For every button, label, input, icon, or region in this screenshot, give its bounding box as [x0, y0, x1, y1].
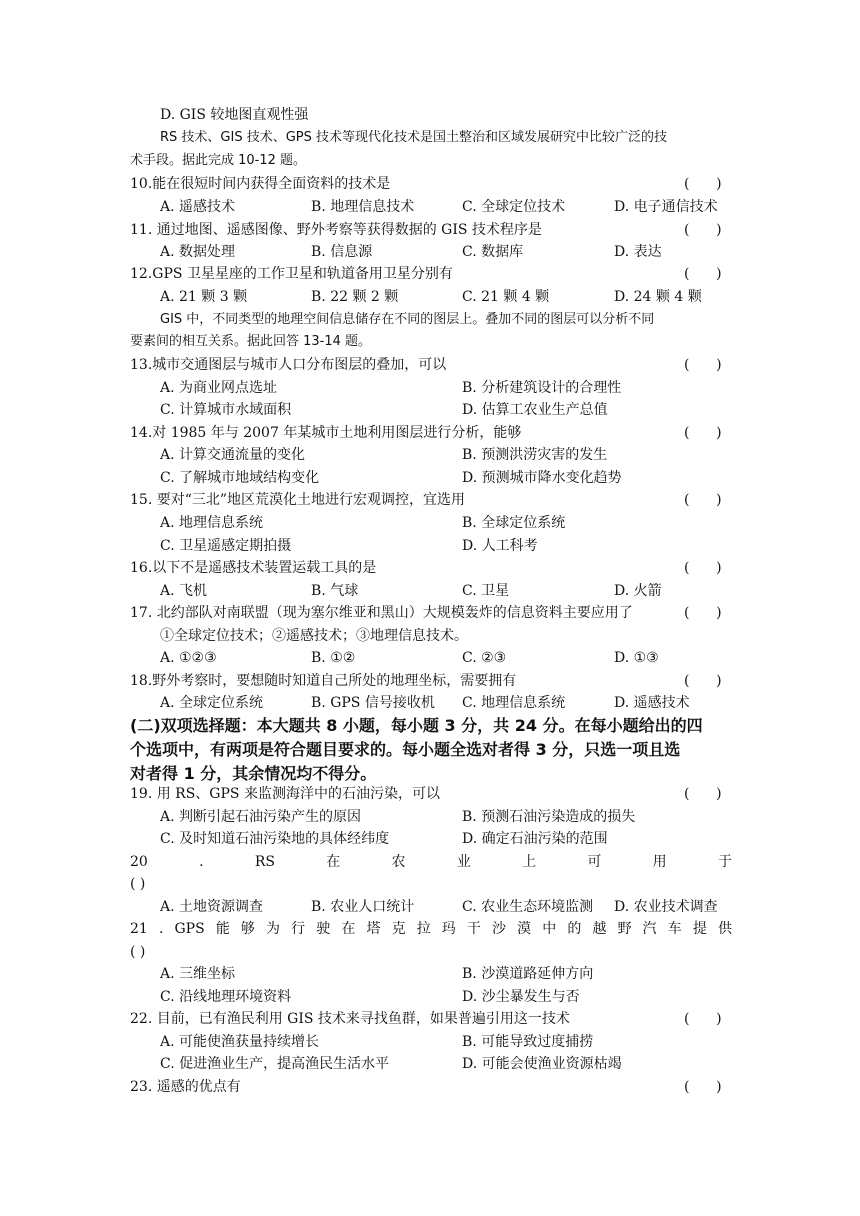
section-heading: (二)双项选择题：本大题共 8 小题，每小题 3 分，共 24 分。在每小题给出的四 [130, 716, 703, 735]
answer-bracket: ( ) [684, 176, 722, 192]
question-21-stem: 21 . GPS 能 够 为 行 驶 在 塔 克 拉 玛 干 沙 漠 中 的 越 野 汽 车 提 供 [130, 921, 732, 937]
section-heading-cont: 个选项中，有两项是符合题目要求的。每小题全选对者得 3 分，只选一项且选 [130, 740, 681, 759]
question-22: 22. 目前，已有渔民利用 GIS 技术来寻找鱼群，如果普遍引用这一技术 ( ) [0, 1008, 860, 1030]
material-intro-13-14-cont: 要素间的相互关系。据此回答 13-14 题。 [130, 334, 372, 349]
question-19-options-ab: A. 判断引起石油污染产生的原因 B. 预测石油污染造成的损失 [160, 809, 636, 825]
question-21-options-cd: C. 沿线地理环境资料 D. 沙尘暴发生与否 [160, 989, 580, 1005]
question-22-options-cd: C. 促进渔业生产，提高渔民生活水平 D. 可能会使渔业资源枯竭 [160, 1056, 622, 1072]
question-14-options-ab: A. 计算交通流量的变化 B. 预测洪涝灾害的发生 [160, 447, 608, 463]
question-23: 23. 遥感的优点有 ( ) [0, 1076, 860, 1098]
answer-bracket: ( ) [684, 605, 722, 621]
question-17: 17. 北约部队对南联盟（现为塞尔维亚和黑山）大规模轰炸的信息资料主要应用了 ( ) [0, 602, 860, 624]
answer-bracket: ( ) [130, 944, 146, 960]
answer-bracket: ( ) [684, 266, 722, 282]
question-20 [0, 851, 860, 873]
question-18-options: A. 全球定位系统 B. GPS 信号接收机 C. 地理信息系统 D. 遥感技术 [160, 695, 690, 711]
question-10-options: A. 遥感技术 B. 地理信息技术 C. 全球定位技术 D. 电子通信技术 [160, 199, 718, 215]
answer-bracket: ( ) [684, 1079, 722, 1095]
question-15-options-cd: C. 卫星遥感定期拍摄 D. 人工科考 [160, 538, 538, 554]
question-13: 13.城市交通图层与城市人口分布图层的叠加，可以 ( ) [0, 354, 860, 376]
material-intro-13-14: GIS 中，不同类型的地理空间信息储存在不同的图层上。叠加不同的图层可以分析不同 [160, 312, 655, 327]
question-11-options: A. 数据处理 B. 信息源 C. 数据库 D. 表达 [160, 244, 662, 260]
answer-bracket: ( ) [684, 222, 722, 238]
q9-option-d: D. GIS 较地图直观性强 [160, 107, 309, 123]
question-17-statements: ①全球定位技术；②遥感技术；③地理信息技术。 [160, 628, 468, 644]
question-12-options: A. 21 颗 3 颗 B. 22 颗 2 颗 C. 21 颗 4 颗 D. 24 颗 4 颗 [160, 289, 702, 305]
question-15-options-ab: A. 地理信息系统 B. 全球定位系统 [160, 515, 566, 531]
answer-bracket: ( ) [684, 492, 722, 508]
question-15: 15. 要对“三北”地区荒漠化土地进行宏观调控，宜选用 ( ) [0, 489, 860, 511]
answer-bracket: ( ) [684, 786, 722, 802]
question-18: 18.野外考察时，要想随时知道自己所处的地理坐标，需要拥有 ( ) [0, 670, 860, 692]
question-21 [0, 918, 860, 940]
question-16: 16.以下不是遥感技术装置运载工具的是 ( ) [0, 557, 860, 579]
question-13-options-cd: C. 计算城市水域面积 D. 估算工农业生产总值 [160, 402, 608, 418]
section-heading-cont2: 对者得 1 分，其余情况均不得分。 [130, 764, 377, 783]
question-14-options-cd: C. 了解城市地域结构变化 D. 预测城市降水变化趋势 [160, 470, 622, 486]
question-14: 14.对 1985 年与 2007 年某城市土地利用图层进行分析，能够 ( ) [0, 422, 860, 444]
answer-bracket: ( ) [684, 357, 722, 373]
question-20-options: A. 土地资源调查 B. 农业人口统计 C. 农业生态环境监测 D. 农业技术调查 [160, 899, 718, 915]
answer-bracket: ( ) [684, 1011, 722, 1027]
question-19: 19. 用 RS、GPS 来监测海洋中的石油污染，可以 ( ) [0, 783, 860, 805]
question-21-bracket-line [0, 941, 860, 963]
question-12: 12.GPS 卫星星座的工作卫星和轨道备用卫星分别有 ( ) [0, 263, 860, 285]
question-20-bracket-line [0, 873, 860, 895]
question-10: 10.能在很短时间内获得全面资料的技术是 ( ) [0, 173, 860, 195]
answer-bracket: ( ) [684, 673, 722, 689]
question-22-options-ab: A. 可能使渔获量持续增长 B. 可能导致过度捕捞 [160, 1034, 594, 1050]
question-19-options-cd: C. 及时知道石油污染地的具体经纬度 D. 确定石油污染的范围 [160, 831, 608, 847]
material-intro-10-12-cont: 术手段。据此完成 10-12 题。 [130, 153, 307, 168]
question-17-options: A. ①②③ B. ①② C. ②③ D. ①③ [160, 650, 659, 666]
question-21-options-ab: A. 三维坐标 B. 沙漠道路延伸方向 [160, 966, 594, 982]
answer-bracket: ( ) [684, 425, 722, 441]
question-16-options: A. 飞机 B. 气球 C. 卫星 D. 火箭 [160, 583, 662, 599]
material-intro-10-12: RS 技术、GIS 技术、GPS 技术等现代化技术是国土整治和区域发展研究中比较广泛的技 [160, 130, 668, 145]
question-20-stem: 20 . RS 在 农 业 上 可 用 于 [130, 854, 732, 870]
answer-bracket: ( ) [684, 560, 722, 576]
question-13-options-ab: A. 为商业网点选址 B. 分析建筑设计的合理性 [160, 380, 622, 396]
answer-bracket: ( ) [130, 876, 146, 892]
question-11: 11. 通过地图、遥感图像、野外考察等获得数据的 GIS 技术程序是 ( ) [0, 219, 860, 241]
